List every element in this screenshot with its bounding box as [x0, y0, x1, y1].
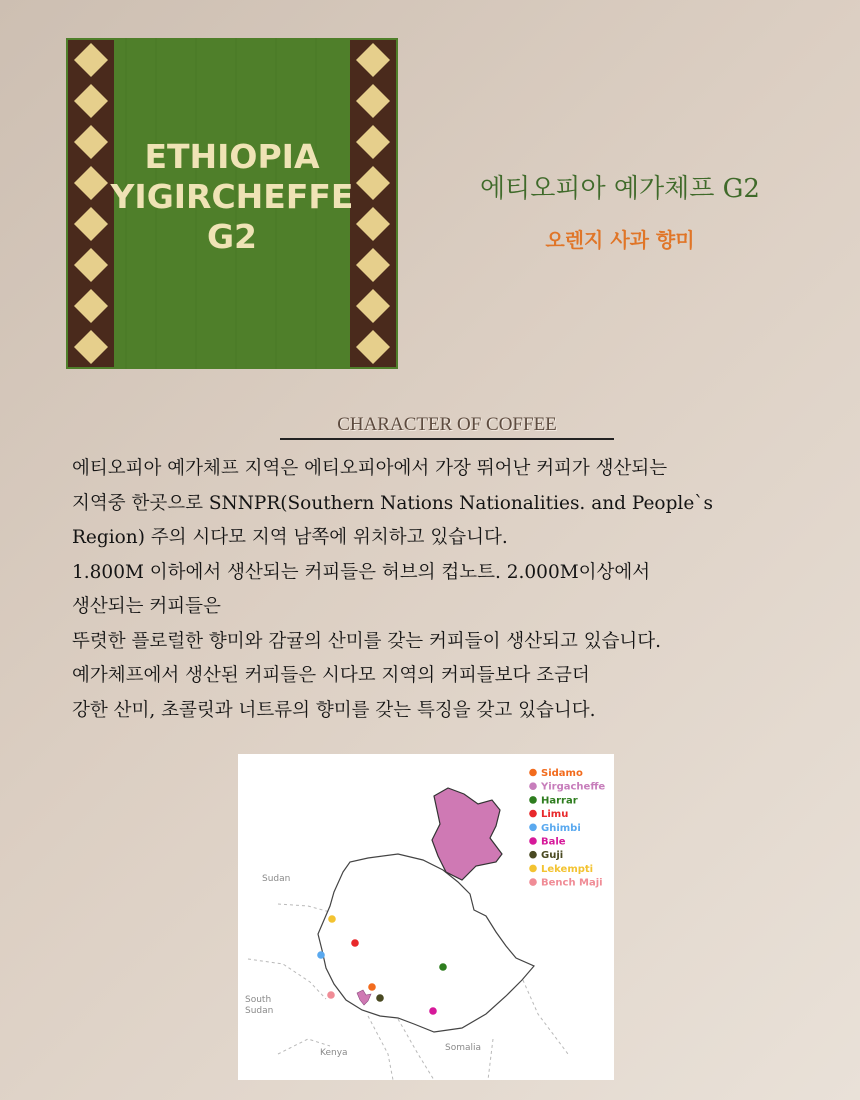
- ghimbi-dot: [317, 951, 325, 959]
- guji-dot: [376, 994, 384, 1002]
- section-heading: CHARACTER OF COFFEE: [280, 414, 614, 440]
- sudan-label: Sudan: [262, 874, 291, 884]
- legend-label: Bale: [541, 836, 566, 848]
- legend-swatch: [529, 810, 537, 818]
- bench-maji-dot: [327, 991, 335, 999]
- ethiopia-region-map: [238, 754, 614, 1080]
- legend-swatch: [529, 837, 537, 845]
- south-sudan-label-2: Sudan: [245, 1006, 274, 1016]
- description-line: 1.800M 이하에서 생산되는 커피들은 허브의 컵노트. 2.000M이상에서: [72, 561, 651, 583]
- somalia-label: Somalia: [445, 1043, 482, 1053]
- kenya-label: Kenya: [320, 1048, 348, 1058]
- label-line-3: G2: [206, 217, 258, 256]
- bale-dot: [429, 1007, 437, 1015]
- description-line: 강한 산미, 초콜릿과 너트류의 향미를 갖는 특징을 갖고 있습니다.: [72, 699, 596, 721]
- description-line: Region) 주의 시다모 지역 남쪽에 위치하고 있습니다.: [72, 527, 508, 548]
- legend-swatch: [529, 878, 537, 886]
- legend-label: Bench Maji: [541, 877, 603, 889]
- legend-label: Lekempti: [541, 863, 594, 875]
- legend-label: Ghimbi: [541, 822, 581, 834]
- description-line: 지역중 한곳으로 SNNPR(Southern Nations Nationalities. and People`s: [72, 492, 714, 514]
- coffee-label-image: [66, 38, 398, 369]
- lekempti-dot: [328, 915, 336, 923]
- legend-label: Guji: [541, 850, 564, 862]
- description-line: 에티오피아 예가체프 지역은 에티오피아에서 가장 뛰어난 커피가 생산되는: [72, 458, 668, 479]
- legend-swatch: [529, 865, 537, 873]
- south-sudan-label-1: South: [245, 995, 272, 1005]
- label-line-2: YIGIRCHEFFE: [110, 177, 354, 216]
- legend-swatch: [529, 851, 537, 859]
- legend-label: Yirgacheffe: [541, 781, 606, 793]
- flavor-subtitle: 오렌지 사과 향미: [545, 228, 695, 252]
- legend-swatch: [529, 796, 537, 804]
- label-line-1: ETHIOPIA: [144, 137, 320, 176]
- legend-swatch: [529, 824, 537, 832]
- description-line: 예가체프에서 생산된 커피들은 시다모 지역의 커피들보다 조금더: [72, 665, 590, 686]
- legend-swatch: [529, 769, 537, 777]
- sidamo-dot: [368, 983, 376, 991]
- legend-label: Sidamo: [541, 768, 583, 779]
- description-line: 뚜렷한 플로럴한 향미와 감귤의 산미를 갖는 커피들이 생산되고 있습니다.: [72, 630, 662, 652]
- legend-swatch: [529, 782, 537, 790]
- limu-dot: [351, 939, 359, 947]
- description-line: 생산되는 커피들은: [72, 596, 221, 617]
- harrar-dot: [439, 963, 447, 971]
- coffee-description: [72, 452, 832, 728]
- product-title: 에티오피아 예가체프 G2: [480, 174, 760, 204]
- legend-label: Harrar: [541, 795, 578, 807]
- legend-label: Limu: [541, 809, 569, 821]
